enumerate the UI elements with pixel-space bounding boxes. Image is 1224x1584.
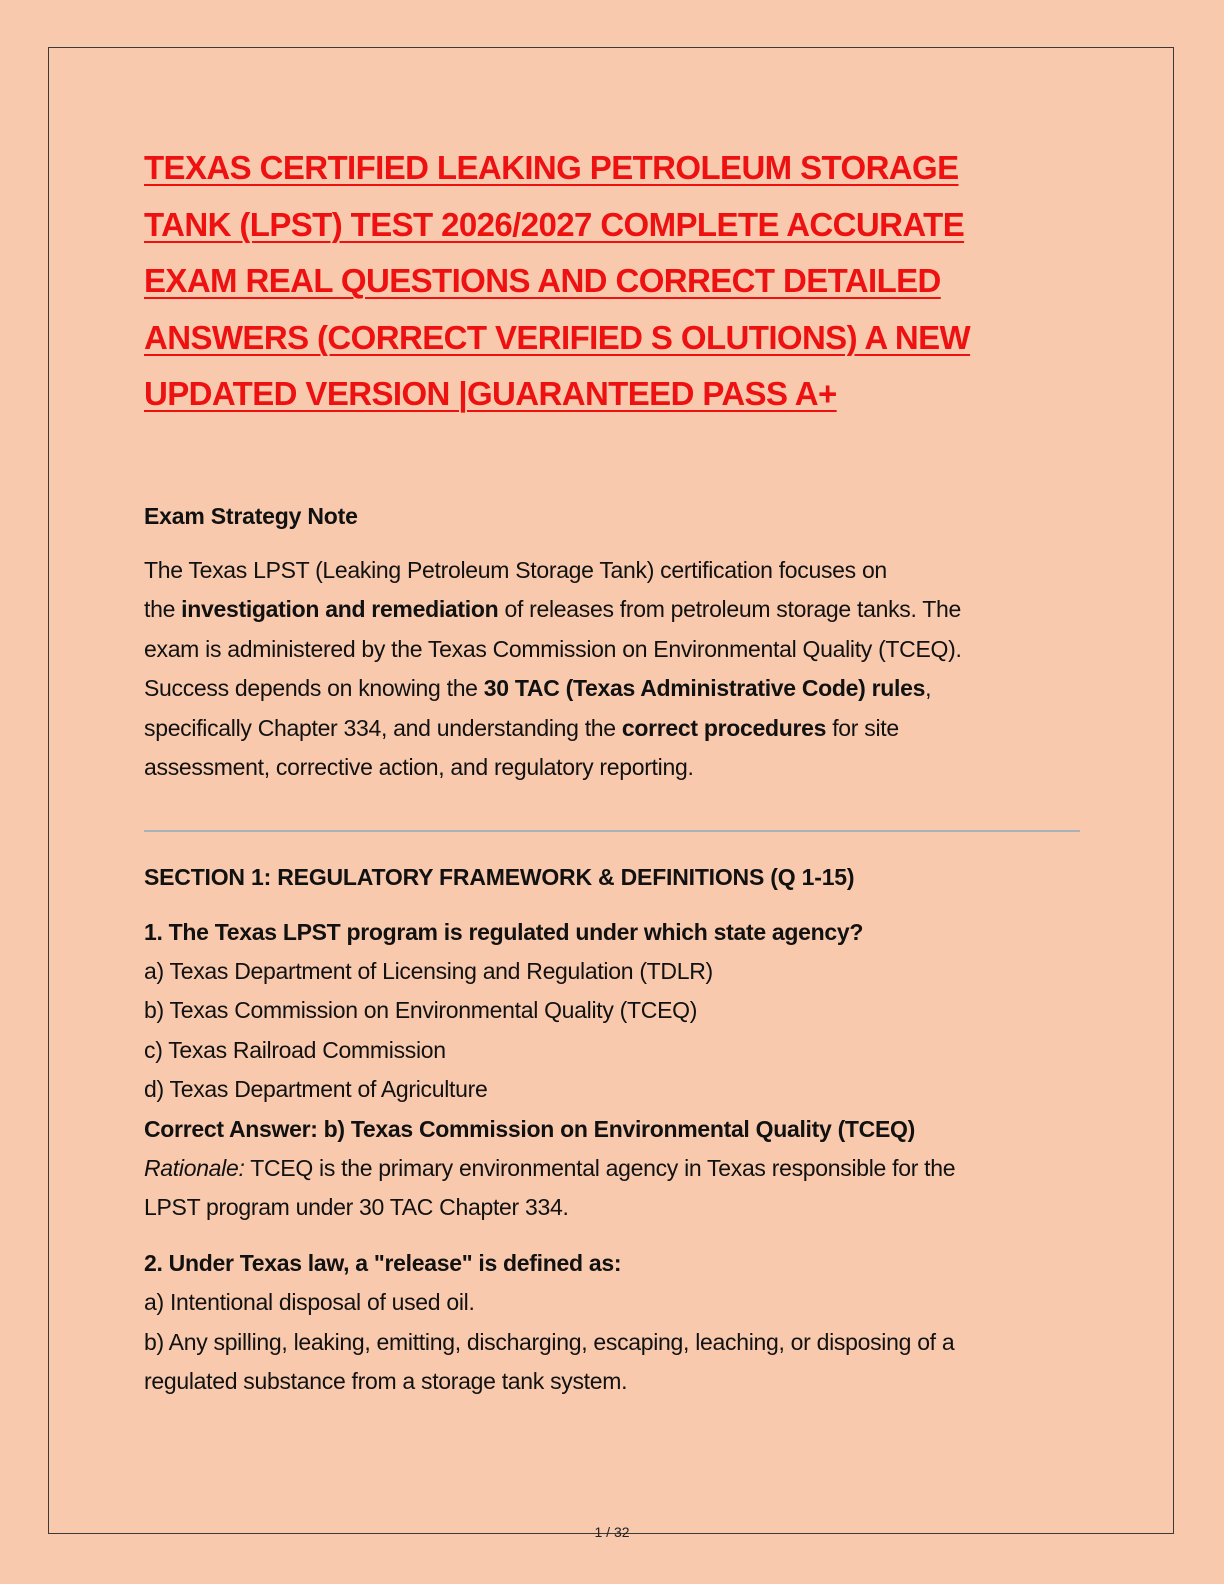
title-line: UPDATED VERSION |GUARANTEED PASS A+ [144, 375, 837, 412]
answer-option: b) Texas Commission on Environmental Quality (TCEQ) [144, 997, 698, 1024]
rationale-text: TCEQ is the primary environmental agency in Texas responsible for the [244, 1154, 956, 1181]
bold-run: 30 TAC (Texas Administrative Code) rules [483, 675, 926, 701]
question-2 [144, 1244, 1084, 1402]
question-text: 2. Under Texas law, a "release" is defined as: [144, 1249, 622, 1276]
title-line: EXAM REAL QUESTIONS AND CORRECT DETAILED [144, 262, 941, 299]
rationale-text: LPST program under 30 TAC Chapter 334. [144, 1194, 569, 1221]
title-line: ANSWERS (CORRECT VERIFIED S OLUTIONS) A NEW [144, 318, 971, 356]
answer-option: c) Texas Railroad Commission [144, 1036, 446, 1063]
correct-answer: Correct Answer: b) Texas Commission on Environmental Quality (TCEQ) [144, 1115, 915, 1142]
rationale [144, 1149, 1084, 1188]
strategy-heading: Exam Strategy Note [144, 502, 358, 529]
text-run: , [925, 675, 932, 701]
strategy-line: exam is administered by the Texas Commission on Environmental Quality (TCEQ). [144, 635, 962, 662]
strategy-line [144, 590, 1084, 630]
bold-run: correct procedures [621, 714, 827, 741]
text-run: Success depends on knowing the [144, 675, 484, 701]
strategy-paragraph [144, 551, 1084, 788]
page-content [144, 140, 1084, 1401]
question-1 [144, 913, 1084, 1228]
strategy-line: assessment, corrective action, and regulatory reporting. [144, 754, 694, 780]
strategy-line: The Texas LPST (Leaking Petroleum Storage Tank) certification focuses on [144, 556, 887, 583]
answer-option: d) Texas Department of Agriculture [144, 1076, 488, 1103]
strategy-line [144, 709, 1084, 749]
rationale-label: Rationale: [144, 1154, 245, 1181]
text-run: specifically Chapter 334, and understanding the [144, 714, 622, 741]
answer-option: a) Intentional disposal of used oil. [144, 1289, 475, 1316]
answer-option-continued: regulated substance from a storage tank system. [144, 1367, 628, 1394]
bold-run: investigation and remediation [181, 596, 499, 622]
answer-option: b) Any spilling, leaking, emitting, discharging, escaping, leaching, or disposing of a [144, 1328, 955, 1355]
text-run: of releases from petroleum storage tanks. The [498, 596, 961, 622]
text-run: the [144, 596, 182, 622]
page-number: 1 / 32 [594, 1524, 630, 1540]
question-text: 1. The Texas LPST program is regulated under which state agency? [144, 918, 864, 945]
document-title [144, 140, 1084, 423]
strategy-line [144, 669, 1084, 709]
section-heading: SECTION 1: REGULATORY FRAMEWORK & DEFINITIONS (Q 1-15) [144, 863, 855, 890]
title-line: TANK (LPST) TEST 2026/2027 COMPLETE ACCURATE [144, 205, 965, 243]
title-line: TEXAS CERTIFIED LEAKING PETROLEUM STORAGE [144, 149, 959, 186]
section-divider [144, 830, 1080, 832]
text-run: for site [826, 714, 899, 741]
answer-option: a) Texas Department of Licensing and Regulation (TDLR) [144, 957, 713, 984]
